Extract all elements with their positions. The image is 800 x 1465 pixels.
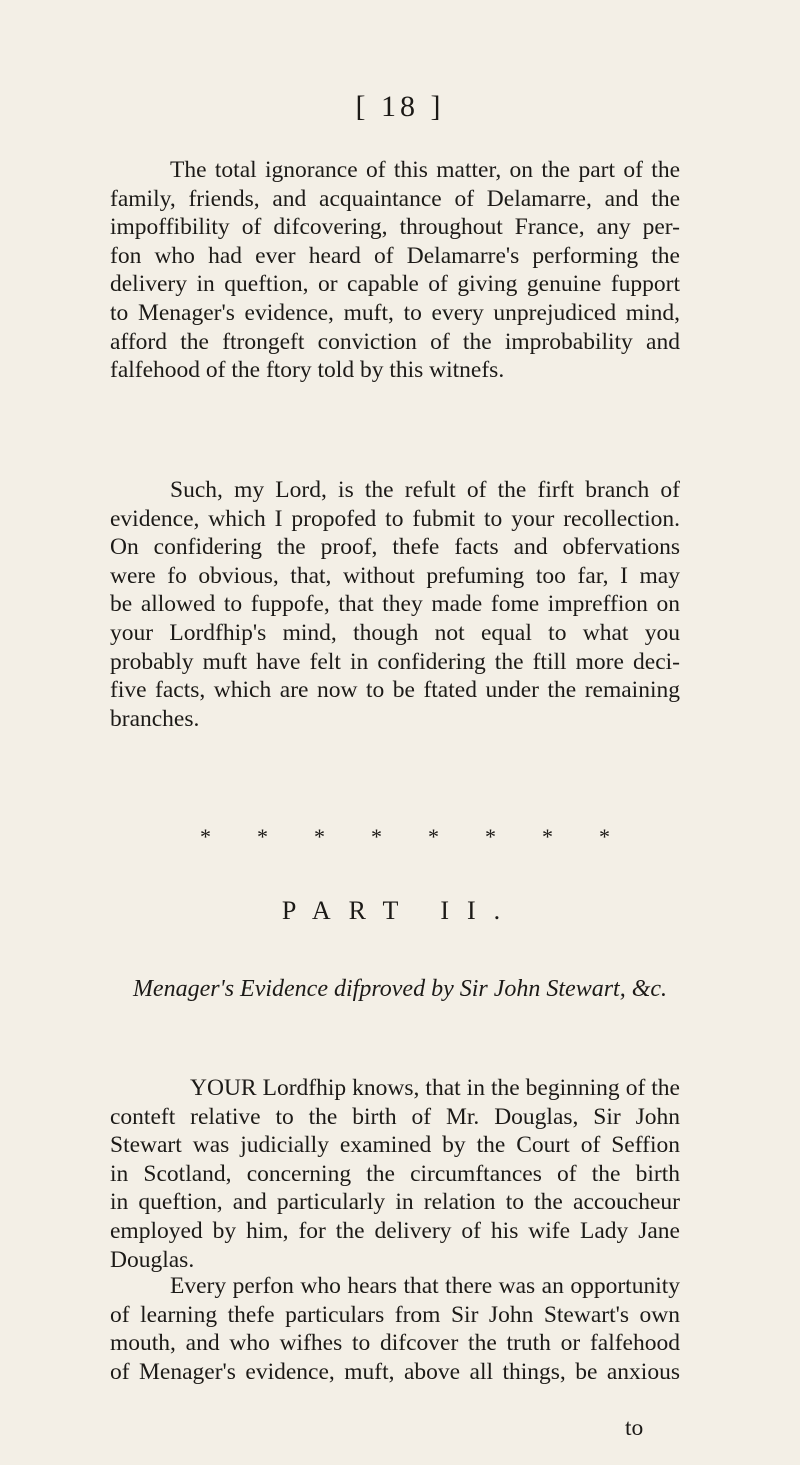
line: fon who had ever heard of Delamarre's performing the (110, 242, 680, 269)
line: delivery in queftion, or capable of giving genuine fupport (110, 271, 680, 298)
line: falfehood of the ftory told by this witnefs. (110, 357, 505, 384)
star: * (599, 824, 610, 849)
line: in Scotland, concerning the circumftances of the birth (110, 1160, 680, 1187)
line: afford the ftrongeft conviction of the improbability and (110, 328, 680, 355)
asterism-divider (200, 824, 610, 850)
star: * (257, 824, 268, 849)
line: Stewart was judicially examined by the Court of Seffion (110, 1132, 680, 1159)
line: to Menager's evidence, muft, to every unprejudiced mind, (110, 299, 680, 326)
line: your Lordfhip's mind, though not equal to what you (110, 619, 680, 646)
paragraph-2 (110, 476, 680, 733)
line: conteft relative to the birth of Mr. Douglas, Sir John (110, 1103, 680, 1130)
line: be allowed to fuppofe, that they made fome impreffion on (110, 591, 680, 618)
star: * (428, 824, 439, 849)
catchword: to (625, 1415, 644, 1441)
line: On confidering the proof, thefe facts and obfervations (110, 534, 680, 561)
line: branches. (110, 705, 200, 732)
line: employed by him, for the delivery of his wife Lady Jane (110, 1217, 680, 1244)
line: Every perfon who hears that there was an opportunity (170, 1273, 680, 1299)
line: in queftion, and particularly in relation to the accoucheur (110, 1189, 680, 1216)
star: * (485, 824, 496, 849)
page-number-header: [ 18 ] (355, 90, 445, 123)
paragraph-1 (110, 156, 680, 385)
line: YOUR Lordfhip knows, that in the beginning of the (190, 1075, 680, 1101)
part-heading: PART II. (281, 896, 519, 925)
paragraph-3 (110, 1074, 680, 1274)
line: five facts, which are now to be ftated under the remaining (110, 677, 680, 704)
star: * (542, 824, 553, 849)
section-subtitle: Menager's Evidence difproved by Sir John Stewart, &c. (132, 976, 668, 1002)
star: * (371, 824, 382, 849)
line: Douglas. (110, 1246, 195, 1273)
star: * (200, 824, 211, 849)
line: of learning thefe particulars from Sir John Stewart's own (110, 1301, 680, 1328)
paragraph-4 (110, 1272, 680, 1386)
line: Such, my Lord, is the refult of the firft branch of (170, 477, 680, 503)
line: probably muft have felt in confidering the ftill more deci- (110, 648, 680, 675)
line: mouth, and who wifhes to difcover the truth or falfehood (110, 1330, 680, 1357)
line: evidence, which I propofed to fubmit to your recollection. (110, 505, 680, 532)
line: family, friends, and acquaintance of Delamarre, and the (110, 185, 680, 212)
star: * (314, 824, 325, 849)
line: The total ignorance of this matter, on the part of the (170, 157, 680, 183)
line: impoffibility of difcovering, throughout France, any per- (110, 214, 680, 241)
line: were fo obvious, that, without prefuming too far, I may (110, 562, 680, 589)
line: of Menager's evidence, muft, above all things, be anxious (110, 1358, 680, 1385)
